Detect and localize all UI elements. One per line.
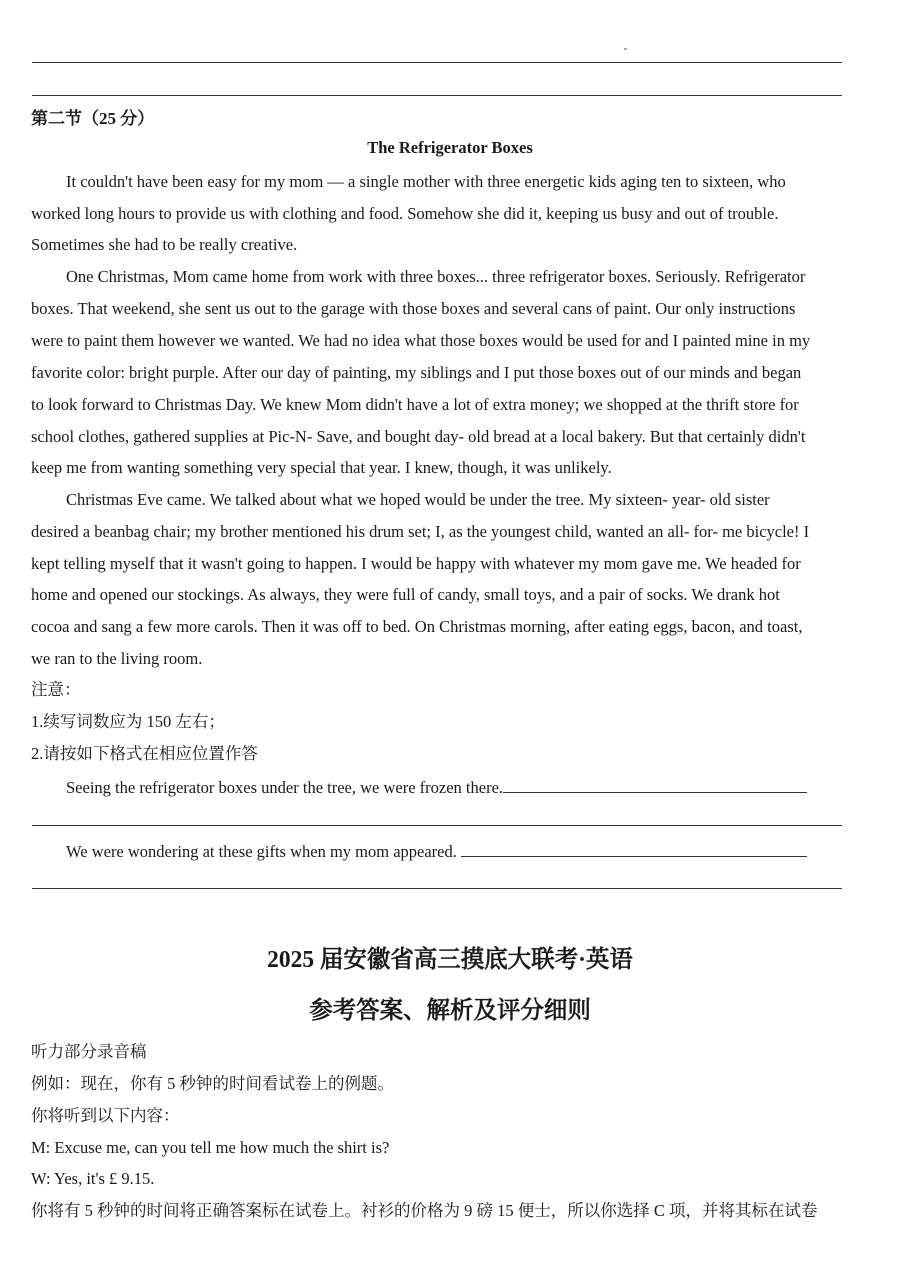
notes-label: 注意： [31,680,81,699]
transcript-line: 你将有 5 秒钟的时间将正确答案标在试卷上。衬衫的价格为 9 磅 15 便士，所以你选择 C 项，并将其标在试卷 [31,1201,818,1220]
story-title: The Refrigerator Boxes [367,138,533,157]
scan-speck [624,48,627,50]
paragraph-line: we ran to the living room. [31,649,203,668]
continuation-prompt [66,776,807,798]
paragraph-line: school clothes, gathered supplies at Pic-N- Save, and bought day- old bread at a local bakery. But that certainly didn't [31,427,806,446]
transcript-line: M: Excuse me, can you tell me how much the shirt is? [31,1138,390,1157]
notes-item: 2.请按如下格式在相应位置作答 [31,744,258,763]
answer-rule [32,95,842,96]
continuation-prompt [66,840,807,862]
paragraph-line: kept telling myself that it wasn't going to happen. I would be happy with whatever my mom gave me. We headed for [31,554,801,573]
prompt-text: We were wondering at these gifts when my mom appeared. [66,842,457,861]
paragraph-line: desired a beanbag chair; my brother mentioned his drum set; I, as the youngest child, wanted an all- for- me bicycle! I [31,522,810,541]
paragraph-line: It couldn't have been easy for my mom — a single mother with three energetic kids aging ten to sixteen, who [66,172,786,191]
paragraph-line: to look forward to Christmas Day. We knew Mom didn't have a lot of extra money; we shopped at the thrift store for [31,395,799,414]
paragraph-line: were to paint them however we wanted. We had no idea what those boxes would be used for and I painted mine in my [31,331,811,350]
answer-rule [32,825,842,826]
transcript-line: 你将听到以下内容： [31,1106,180,1125]
transcript-line: W: Yes, it's £ 9.15. [31,1169,155,1188]
answer-blank[interactable] [461,840,807,857]
answer-rule [32,888,842,889]
paragraph-line: Christmas Eve came. We talked about what we hoped would be under the tree. My sixteen- year- old sister [66,490,770,509]
section-heading: 第二节（25 分） [31,109,155,128]
paragraph-line: keep me from wanting something very special that year. I knew, though, it was unlikely. [31,458,612,477]
paragraph-line: worked long hours to provide us with clothing and food. Somehow she did it, keeping us busy and out of trouble. [31,204,779,223]
notes-item: 1.续写词数应为 150 左右； [31,712,225,731]
transcript-line: 听力部分录音稿 [31,1042,147,1061]
answer-key-subtitle: 参考答案、解析及评分细则 [309,998,591,1024]
paragraph-line: favorite color: bright purple. After our day of painting, my siblings and I put those boxes out of our minds and began [31,363,802,382]
transcript-line: 例如：现在，你有 5 秒钟的时间看试卷上的例题。 [31,1074,394,1093]
answer-blank[interactable] [503,776,807,793]
answer-rule [32,62,842,63]
answer-key-title: 2025 届安徽省高三摸底大联考·英语 [267,947,633,973]
paragraph-line: One Christmas, Mom came home from work with three boxes... three refrigerator boxes. Seriously. Refrigerator [66,267,806,286]
paragraph-line: boxes. That weekend, she sent us out to the garage with those boxes and several cans of paint. Our only instructions [31,299,796,318]
paragraph-line: cocoa and sang a few more carols. Then it was off to bed. On Christmas morning, after eating eggs, bacon, and toast, [31,617,803,636]
paragraph-line: Sometimes she had to be really creative. [31,235,298,254]
prompt-text: Seeing the refrigerator boxes under the tree, we were frozen there. [66,778,504,797]
paragraph-line: home and opened our stockings. As always, they were full of candy, small toys, and a pair of socks. We drank hot [31,585,780,604]
